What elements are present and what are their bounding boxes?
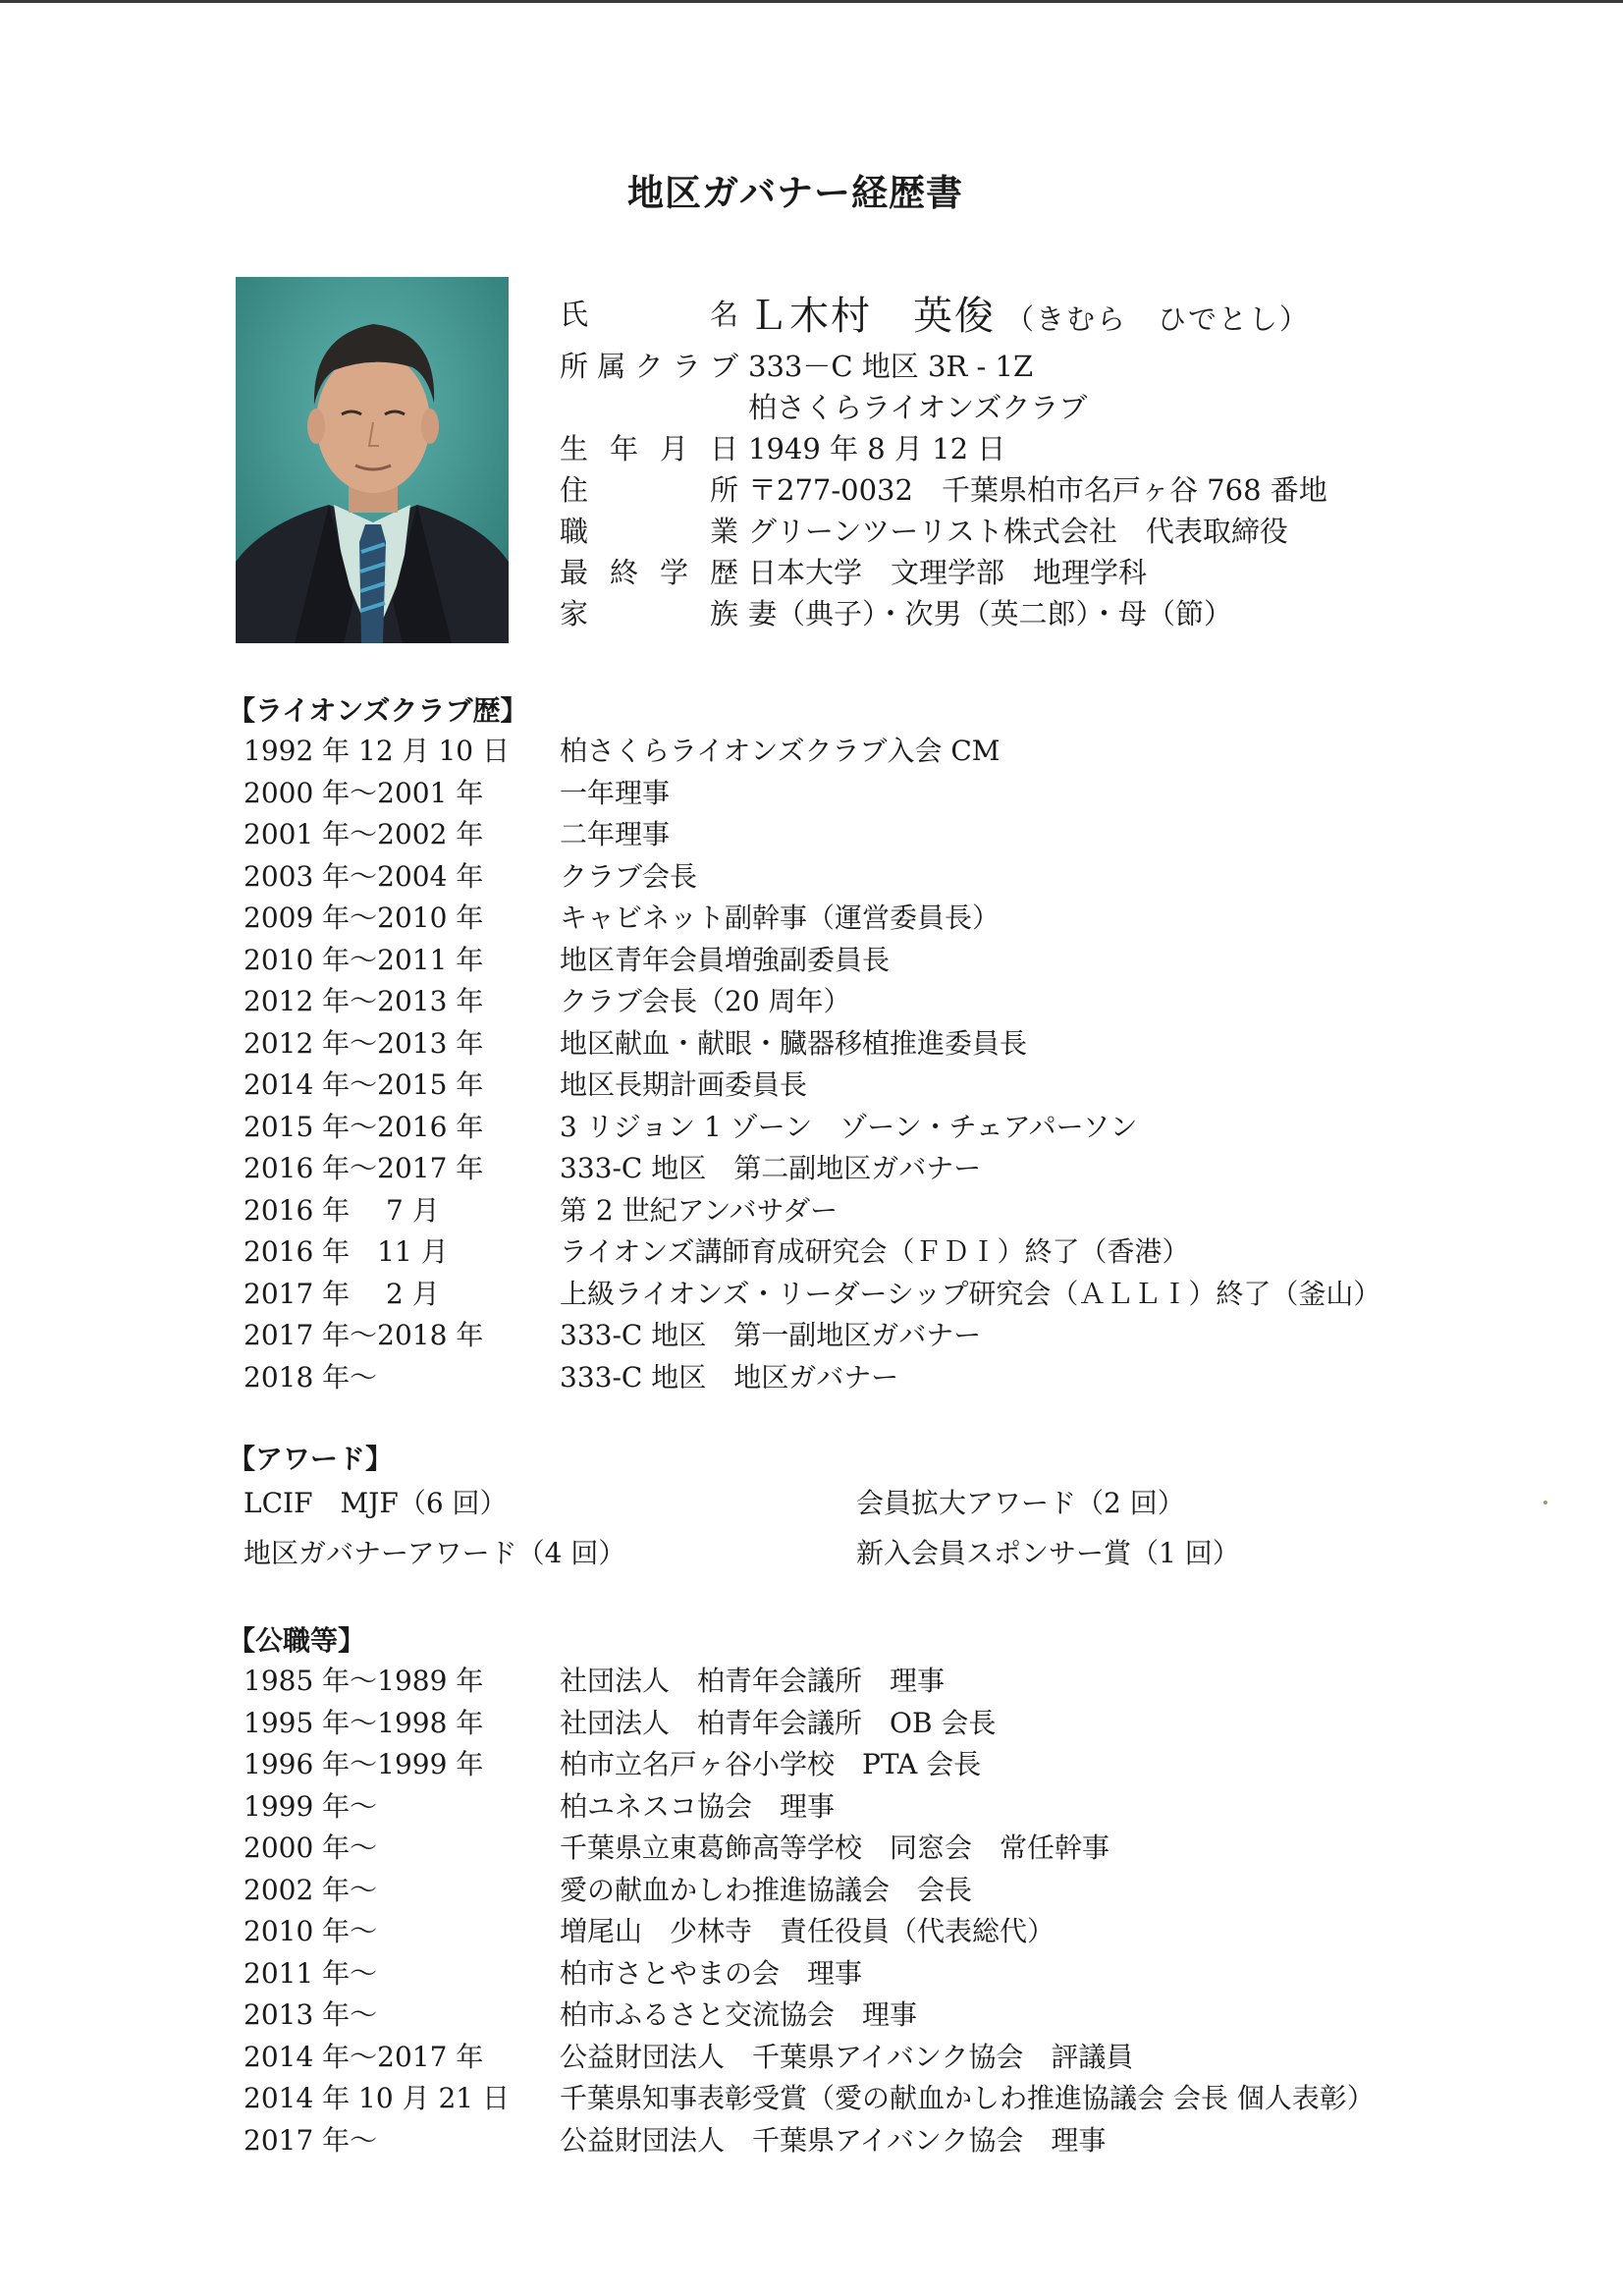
award-item: 会員拡大アワード（2 回） <box>856 1486 1185 1519</box>
history-date: 2001 年～2002 年 <box>243 818 484 851</box>
history-description: クラブ会長 <box>560 859 698 893</box>
birth-label: 生年月日 <box>560 431 738 465</box>
education: 日本大学 文理学部 地理学科 <box>748 555 1148 589</box>
person-name: Ｌ木村 英俊 <box>748 293 996 339</box>
lions-history-heading: 【ライオンズクラブ歴】 <box>228 694 528 727</box>
birth-date: 1949 年 8 月 12 日 <box>748 431 1006 465</box>
history-date: 2012 年～2013 年 <box>243 985 484 1018</box>
history-description: 柏市ふるさと交流協会 理事 <box>560 1998 918 2032</box>
profile-club-row-2 <box>560 385 1327 426</box>
history-date: 1985 年～1989 年 <box>243 1665 484 1698</box>
public-posts-heading: 【公職等】 <box>228 1624 366 1657</box>
public-posts-list <box>243 1659 1375 2159</box>
history-date: 2015 年～2016 年 <box>243 1110 484 1143</box>
history-description: 柏ユネスコ協会 理事 <box>560 1789 836 1823</box>
public-post-row <box>243 1701 1375 1743</box>
public-post-row <box>243 1826 1375 1868</box>
person-name-kana: （きむら ひでとし） <box>1005 301 1311 336</box>
public-post-row <box>243 2035 1375 2077</box>
history-date: 2002 年～ <box>243 1873 378 1906</box>
history-date: 2018 年～ <box>243 1360 378 1394</box>
history-description: 公益財団法人 千葉県アイバンク協会 評議員 <box>560 2040 1134 2073</box>
lions-history-row <box>243 1272 1380 1314</box>
lions-history-row <box>243 1188 1380 1230</box>
history-description: 333-C 地区 第二副地区ガバナー <box>560 1152 982 1185</box>
history-date: 2011 年～ <box>243 1956 378 1990</box>
profile-club-row <box>560 344 1327 385</box>
history-date: 2017 年 2 月 <box>243 1277 440 1310</box>
history-date: 2012 年～2013 年 <box>243 1026 484 1060</box>
club-district: 333－C 地区 3R - 1Z <box>748 349 1034 383</box>
award-item: 新入会員スポンサー賞（1 回） <box>856 1536 1240 1569</box>
profile-address-row <box>560 467 1327 509</box>
history-description: 一年理事 <box>560 776 671 809</box>
history-date: 2014 年～2015 年 <box>243 1068 484 1102</box>
awards-grid <box>243 1476 1240 1576</box>
history-description: 社団法人 柏青年会議所 OB 会長 <box>560 1706 997 1739</box>
lions-history-row <box>243 1146 1380 1188</box>
page-title: 地区ガバナー経歴書 <box>627 172 963 214</box>
occupation-label: 職 業 <box>560 514 738 548</box>
public-post-row <box>243 1659 1375 1701</box>
history-date: 2003 年～2004 年 <box>243 859 484 893</box>
public-post-row <box>243 1951 1375 1994</box>
public-post-row <box>243 2118 1375 2160</box>
lions-history-row <box>243 854 1380 897</box>
public-post-row <box>243 1868 1375 1910</box>
lions-history-row <box>243 938 1380 980</box>
public-post-row <box>243 1784 1375 1827</box>
profile-occupation-row <box>560 509 1327 550</box>
lions-history-row <box>243 896 1380 938</box>
history-date: 2013 年～ <box>243 1998 378 2032</box>
history-description: 愛の献血かしわ推進協議会 会長 <box>560 1873 973 1906</box>
award-item: 地区ガバナーアワード（4 回） <box>243 1536 626 1569</box>
history-date: 2017 年～2018 年 <box>243 1319 484 1352</box>
history-date: 1992 年 12 月 10 日 <box>243 735 511 768</box>
public-post-row <box>243 1909 1375 1951</box>
profile-birth-row <box>560 426 1327 467</box>
lions-history-row <box>243 729 1380 771</box>
lions-history-row <box>243 1355 1380 1397</box>
history-date: 2016 年 11 月 <box>243 1235 449 1269</box>
club-label: 所属クラブ <box>560 349 738 383</box>
history-description: 柏さくらライオンズクラブ入会 CM <box>560 735 1001 768</box>
history-date: 2014 年 10 月 21 日 <box>243 2082 511 2115</box>
lions-history-row <box>243 1105 1380 1147</box>
award-row <box>243 1476 1240 1526</box>
history-description: キャビネット副幹事（運営委員長） <box>560 902 1001 935</box>
history-date: 1999 年～ <box>243 1789 378 1823</box>
award-row <box>243 1526 1240 1576</box>
lions-history-row <box>243 1021 1380 1064</box>
profile-block <box>560 287 1327 632</box>
public-post-row <box>243 1742 1375 1784</box>
awards-heading: 【アワード】 <box>228 1443 394 1475</box>
lions-history-row <box>243 1230 1380 1272</box>
public-post-row <box>243 2076 1375 2118</box>
portrait-photo <box>236 277 509 643</box>
lions-history-row <box>243 1063 1380 1105</box>
history-description: 千葉県立東葛飾高等学校 同窓会 常任幹事 <box>560 1831 1110 1865</box>
history-description: 公益財団法人 千葉県アイバンク協会 理事 <box>560 2123 1107 2157</box>
club-name: 柏さくらライオンズクラブ <box>748 390 1088 424</box>
history-description: 上級ライオンズ・リーダーシップ研究会（ＡＬＬＩ）終了（釜山） <box>560 1277 1381 1310</box>
history-date: 1995 年～1998 年 <box>243 1706 484 1739</box>
family: 妻（典子）・次男（英二郎）・母（節） <box>748 596 1233 630</box>
history-date: 2010 年～2011 年 <box>243 943 484 976</box>
lions-history-row <box>243 812 1380 854</box>
family-label: 家 族 <box>560 596 738 630</box>
history-description: 増尾山 少林寺 責任役員（代表総代） <box>560 1915 1055 1948</box>
history-description: 地区長期計画委員長 <box>560 1068 808 1102</box>
education-label: 最終学歴 <box>560 555 738 589</box>
award-item: LCIF MJF（6 回） <box>243 1486 508 1519</box>
profile-education-row <box>560 550 1327 591</box>
history-date: 2014 年～2017 年 <box>243 2040 484 2073</box>
history-description: 3 リジョン 1 ゾーン ゾーン・チェアパーソン <box>560 1110 1138 1143</box>
history-date: 2000 年～ <box>243 1831 378 1865</box>
history-description: 地区青年会員増強副委員長 <box>560 943 891 976</box>
profile-family-row <box>560 591 1327 632</box>
occupation: グリーンツーリスト株式会社 代表取締役 <box>748 514 1288 548</box>
lions-history-row <box>243 1313 1380 1355</box>
history-date: 1996 年～1999 年 <box>243 1748 484 1781</box>
history-date: 2009 年～2010 年 <box>243 902 484 935</box>
history-description: クラブ会長（20 周年） <box>560 985 851 1018</box>
lions-history-row <box>243 771 1380 813</box>
history-description: ライオンズ講師育成研究会（ＦＤＩ）終了（香港） <box>560 1235 1190 1269</box>
history-date: 2016 年～2017 年 <box>243 1152 484 1185</box>
scan-top-edge <box>0 0 1623 3</box>
history-description: 柏市さとやまの会 理事 <box>560 1956 863 1990</box>
history-description: 社団法人 柏青年会議所 理事 <box>560 1665 946 1698</box>
history-description: 333-C 地区 第一副地区ガバナー <box>560 1319 982 1352</box>
scan-speck <box>1543 1501 1547 1504</box>
address-label: 住 所 <box>560 472 738 507</box>
history-date: 2010 年～ <box>243 1915 378 1948</box>
history-date: 2017 年～ <box>243 2123 378 2157</box>
name-label: 氏 名 <box>560 297 738 331</box>
history-description: 柏市立名戸ヶ谷小学校 PTA 会長 <box>560 1748 982 1781</box>
history-description: 第 2 世紀アンバサダー <box>560 1193 839 1227</box>
lions-history-list <box>243 729 1380 1396</box>
history-description: 333-C 地区 地区ガバナー <box>560 1360 899 1394</box>
public-post-row <box>243 1993 1375 2035</box>
history-description: 千葉県知事表彰受賞（愛の献血かしわ推進協議会 会長 個人表彰） <box>560 2082 1375 2115</box>
history-date: 2016 年 7 月 <box>243 1193 440 1227</box>
history-description: 地区献血・献眼・臓器移植推進委員長 <box>560 1026 1028 1060</box>
profile-name-row <box>560 287 1327 338</box>
lions-history-row <box>243 979 1380 1021</box>
history-description: 二年理事 <box>560 818 671 851</box>
address: 〒277-0032 千葉県柏市名戸ヶ谷 768 番地 <box>748 472 1327 507</box>
history-date: 2000 年～2001 年 <box>243 776 484 809</box>
